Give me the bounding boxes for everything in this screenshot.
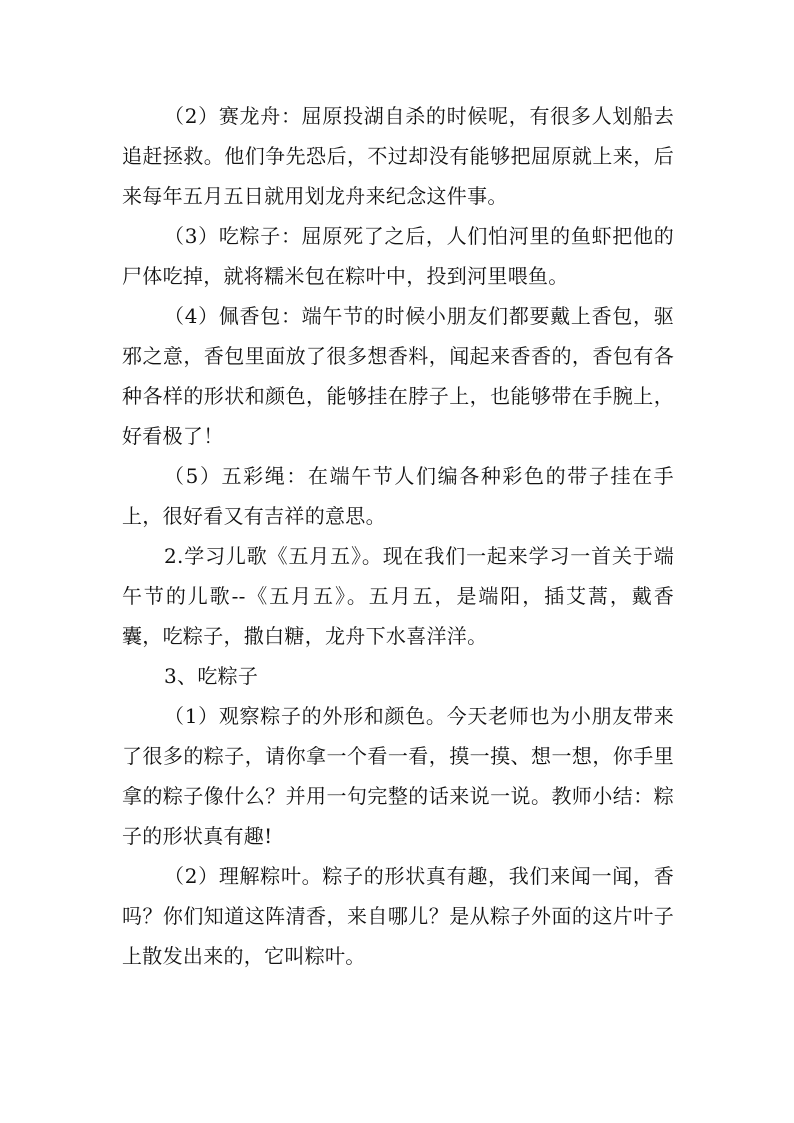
section-heading-eat-zongzi: 3、吃粽子 — [164, 664, 259, 688]
paragraph-nursery-rhyme: 2.学习儿歌《五月五》。现在我们一起来学习一首关于端午节的儿歌--《五月五》。五月五，是端阳，插艾蒿，戴香囊，吃粽子，撒白糖，龙舟下水喜洋洋。 — [122, 544, 674, 648]
paragraph-observe-zongzi: （1）观察粽子的外形和颜色。今天老师也为小朋友带来了很多的粽子，请你拿一个看一看，摸一摸、想一想，你手里拿的粽子像什么？并用一句完整的话来说一说。教师小结：粽子的形状真有趣! — [122, 704, 674, 848]
paragraph-sachet: （4）佩香包：端午节的时候小朋友们都要戴上香包，驱邪之意，香包里面放了很多想香料，闻起来香香的，香包有各种各样的形状和颜色，能够挂在脖子上，也能够带在手腕上，好看极了！ — [122, 304, 674, 448]
paragraph-five-color-rope: （5）五彩绳：在端午节人们编各种彩色的带子挂在手上，很好看又有吉祥的意思。 — [122, 464, 674, 528]
paragraph-eat-zongzi: （3）吃粽子：屈原死了之后，人们怕河里的鱼虾把他的尸体吃掉，就将糯米包在粽叶中，投到河里喂鱼。 — [122, 224, 674, 288]
paragraph-zongzi-leaf: （2）理解粽叶。粽子的形状真有趣，我们来闻一闻，香吗？你们知道这阵清香，来自哪儿？是从粽子外面的这片叶子上散发出来的，它叫粽叶。 — [122, 864, 674, 968]
paragraph-dragon-boat-race: （2）赛龙舟：屈原投湖自杀的时候呢，有很多人划船去追赶拯救。他们争先恐后，不过却没有能够把屈原就上来，后来每年五月五日就用划龙舟来纪念这件事。 — [122, 104, 674, 208]
document-body — [122, 96, 674, 976]
